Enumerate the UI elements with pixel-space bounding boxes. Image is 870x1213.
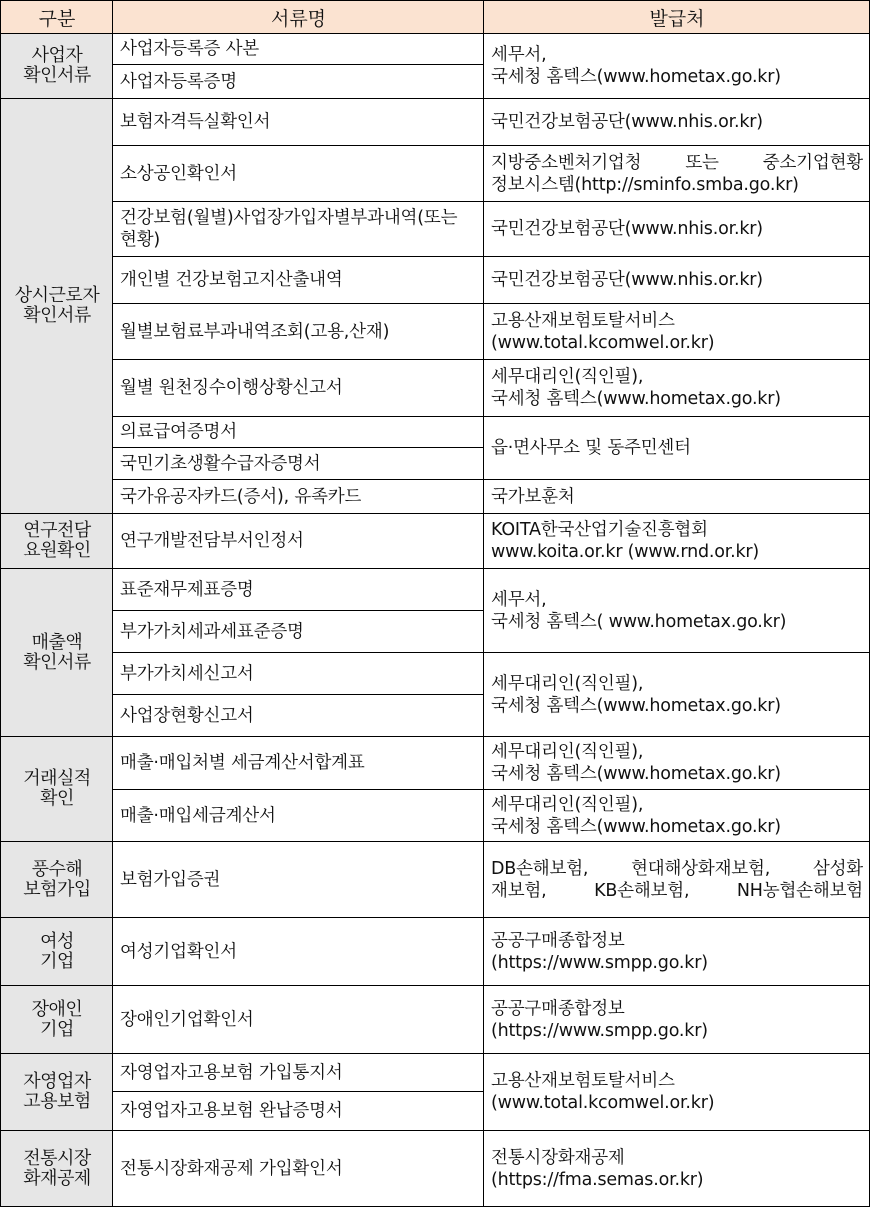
- table-row: [1, 569, 870, 611]
- issuer: 국민건강보험공단(www.nhis.or.kr): [484, 202, 870, 257]
- table-row: [1, 790, 870, 842]
- table-row: [1, 986, 870, 1054]
- document-name: 사업장현황신고서: [113, 695, 484, 737]
- header-category: 구분: [1, 1, 113, 34]
- document-name: 매출·매입처별 세금계산서합계표: [113, 737, 484, 790]
- header-issuer: 발급처: [484, 1, 870, 34]
- table-row: [1, 417, 870, 448]
- table-row: [1, 304, 870, 360]
- table-row: [1, 480, 870, 514]
- table-row: [1, 257, 870, 304]
- table-row: [1, 146, 870, 202]
- issuer: 고용산재보험토탈서비스 (www.total.kcomwel.or.kr): [484, 1054, 870, 1131]
- document-name: 여성기업확인서: [113, 918, 484, 986]
- table-row: [1, 34, 870, 65]
- document-name: 의료급여증명서: [113, 417, 484, 448]
- issuer: 세무서, 국세청 홈텍스( www.hometax.go.kr): [484, 569, 870, 653]
- issuer: 국가보훈처: [484, 480, 870, 514]
- table-row: [1, 514, 870, 569]
- document-name: 표준재무제표증명: [113, 569, 484, 611]
- document-name: 월별 원천징수이행상황신고서: [113, 360, 484, 417]
- issuer: 공공구매종합정보 (https://www.smpp.go.kr): [484, 918, 870, 986]
- document-name: 부가가치세신고서: [113, 653, 484, 695]
- category-flood: 풍수해 보험가입: [1, 842, 113, 918]
- table-row: [1, 653, 870, 695]
- document-name: 매출·매입세금계산서: [113, 790, 484, 842]
- document-name: 사업자등록증 사본: [113, 34, 484, 65]
- header-row: [1, 1, 870, 34]
- issuer: 전통시장화재공제 (https://fma.semas.or.kr): [484, 1131, 870, 1207]
- issuer: 세무대리인(직인필), 국세청 홈텍스(www.hometax.go.kr): [484, 790, 870, 842]
- category-disabled: 장애인 기업: [1, 986, 113, 1054]
- issuer: DB손해보험, 현대해상화재보험, 삼성화 재보험, KB손해보험, NH농협손해보험: [484, 842, 870, 918]
- table-row: [1, 99, 870, 146]
- table-row: [1, 1054, 870, 1092]
- document-name: 연구개발전담부서인정서: [113, 514, 484, 569]
- table-row: [1, 842, 870, 918]
- issuer: 공공구매종합정보 (https://www.smpp.go.kr): [484, 986, 870, 1054]
- category-workers: 상시근로자 확인서류: [1, 99, 113, 514]
- document-name: 사업자등록증명: [113, 65, 484, 99]
- category-business: 사업자 확인서류: [1, 34, 113, 99]
- issuer: 국민건강보험공단(www.nhis.or.kr): [484, 257, 870, 304]
- table-row: [1, 360, 870, 417]
- issuer: 세무서, 국세청 홈텍스(www.hometax.go.kr): [484, 34, 870, 99]
- document-name: 부가가치세과세표준증명: [113, 611, 484, 653]
- category-women: 여성 기업: [1, 918, 113, 986]
- category-sales: 매출액 확인서류: [1, 569, 113, 737]
- category-rnd: 연구전담 요원확인: [1, 514, 113, 569]
- document-name: 장애인기업확인서: [113, 986, 484, 1054]
- category-market: 전통시장 화재공제: [1, 1131, 113, 1207]
- document-name: 전통시장화재공제 가입확인서: [113, 1131, 484, 1207]
- issuer: 세무대리인(직인필), 국세청 홈텍스(www.hometax.go.kr): [484, 360, 870, 417]
- issuer: 세무대리인(직인필), 국세청 홈텍스(www.hometax.go.kr): [484, 737, 870, 790]
- table-row: [1, 918, 870, 986]
- document-name: 건강보험(월별)사업장가입자별부과내역(또는 현황): [113, 202, 484, 257]
- table-row: [1, 1131, 870, 1207]
- document-name: 자영업자고용보험 완납증명서: [113, 1092, 484, 1131]
- document-name: 국가유공자카드(증서), 유족카드: [113, 480, 484, 514]
- document-name: 자영업자고용보험 가입통지서: [113, 1054, 484, 1092]
- document-name: 보험자격득실확인서: [113, 99, 484, 146]
- issuer: 세무대리인(직인필), 국세청 홈텍스(www.hometax.go.kr): [484, 653, 870, 737]
- document-name: 보험가입증권: [113, 842, 484, 918]
- document-name: 월별보험료부과내역조회(고용,산재): [113, 304, 484, 360]
- table-row: [1, 202, 870, 257]
- issuer: 고용산재보험토탈서비스 (www.total.kcomwel.or.kr): [484, 304, 870, 360]
- category-trade: 거래실적 확인: [1, 737, 113, 842]
- document-name: 개인별 건강보험고지산출내역: [113, 257, 484, 304]
- table-row: [1, 737, 870, 790]
- issuer: KOITA한국산업기술진흥협회 www.koita.or.kr (www.rnd.or.kr): [484, 514, 870, 569]
- document-name: 국민기초생활수급자증명서: [113, 448, 484, 480]
- issuer: 읍·면사무소 및 동주민센터: [484, 417, 870, 480]
- document-name: 소상공인확인서: [113, 146, 484, 202]
- header-document: 서류명: [113, 1, 484, 34]
- category-selfemployed: 자영업자 고용보험: [1, 1054, 113, 1131]
- issuer: 국민건강보험공단(www.nhis.or.kr): [484, 99, 870, 146]
- issuer: 지방중소벤처기업청 또는 중소기업현황 정보시스템(http://sminfo.smba.go.kr): [484, 146, 870, 202]
